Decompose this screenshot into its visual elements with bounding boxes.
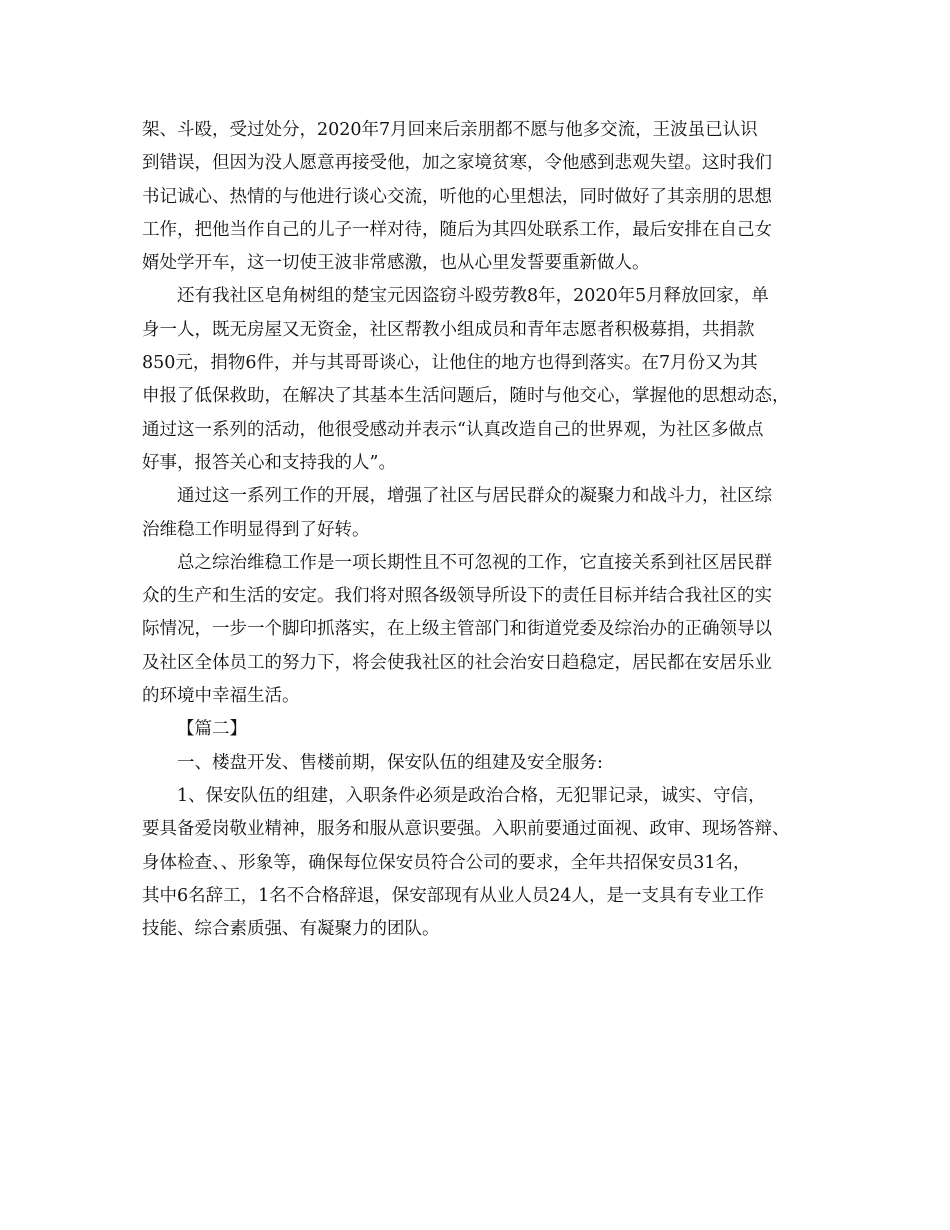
- text-line-15: 众的生产和生活的安定。我们将对照各级领导所设下的责任目标并结合我社区的实: [142, 586, 772, 607]
- subsection-heading: 一、楼盘开发、售楼前期，保安队伍的组建及安全服务:: [177, 752, 603, 773]
- text-line-5: 婿处学开车，这一切使王波非常感激，也从心里发誓要重新做人。: [142, 253, 650, 274]
- text-line-4: 工作，把他当作自己的儿子一样对待，随后为其四处联系工作，最后安排在自己女: [142, 219, 772, 240]
- text-line-23: 身体检查、、形象等，确保每位保安员符合公司的要求，全年共招保安员31名，: [142, 852, 751, 873]
- text-line-9: 申报了低保救助，在解决了其基本生活问题后，随时与他交心，掌握他的思想动态，: [142, 386, 790, 407]
- text-line-17: 及社区全体员工的努力下，将会使我社区的社会治安日趋稳定，居民都在安居乐业: [142, 652, 772, 673]
- text-line-3: 书记诚心、热情的与他进行谈心交流，听他的心里想法，同时做好了其亲朋的思想: [142, 186, 772, 207]
- section-heading: 【篇二】: [177, 719, 247, 740]
- document-body: [142, 114, 814, 946]
- text-line-13: 治维稳工作明显得到了好转。: [142, 519, 370, 540]
- text-line-8: 850元，捐物6件，并与其哥哥谈心，让他住的地方也得到落实。在7月份又为其: [142, 353, 758, 374]
- text-line-21: 1、保安队伍的组建，入职条件必须是政治合格，无犯罪记录，诚实、守信，: [177, 785, 766, 806]
- text-line-11: 好事，报答关心和支持我的人”。: [142, 452, 396, 473]
- text-line-22: 要具备爱岗敬业精神，服务和服从意识要强。入职前要通过面视、政审、现场答辩、: [142, 819, 790, 840]
- text-line-16: 际情况，一步一个脚印抓落实，在上级主管部门和街道党委及综治办的正确领导以: [142, 619, 772, 640]
- text-line-14: 总之综治维稳工作是一项长期性且不可忽视的工作，它直接关系到社区居民群: [177, 552, 772, 573]
- text-line-24: 其中6名辞工，1名不合格辞退，保安部现有从业人员24人，是一支具有专业工作: [142, 885, 765, 906]
- text-line-6: 还有我社区皂角树组的楚宝元因盗窃斗殴劳教8年，2020年5月释放回家，单: [177, 286, 769, 307]
- text-line-10: 通过这一系列的活动，他很受感动并表示“认真改造自己的世界观，为社区多做点: [142, 419, 764, 440]
- text-line-7: 身一人，既无房屋又无资金，社区帮教小组成员和青年志愿者积极募捐，共捐款: [142, 319, 755, 340]
- text-line-12: 通过这一系列工作的开展，增强了社区与居民群众的凝聚力和战斗力，社区综: [177, 486, 772, 507]
- text-line-25: 技能、综合素质强、有凝聚力的团队。: [142, 919, 440, 940]
- text-line-2: 到错误，但因为没人愿意再接受他，加之家境贫寒，令他感到悲观失望。这时我们: [142, 153, 772, 174]
- text-line-18: 的环境中幸福生活。: [142, 686, 300, 707]
- text-line-1: 架、斗殴，受过处分，2020年7月回来后亲朋都不愿与他多交流，王波虽已认识: [142, 120, 758, 140]
